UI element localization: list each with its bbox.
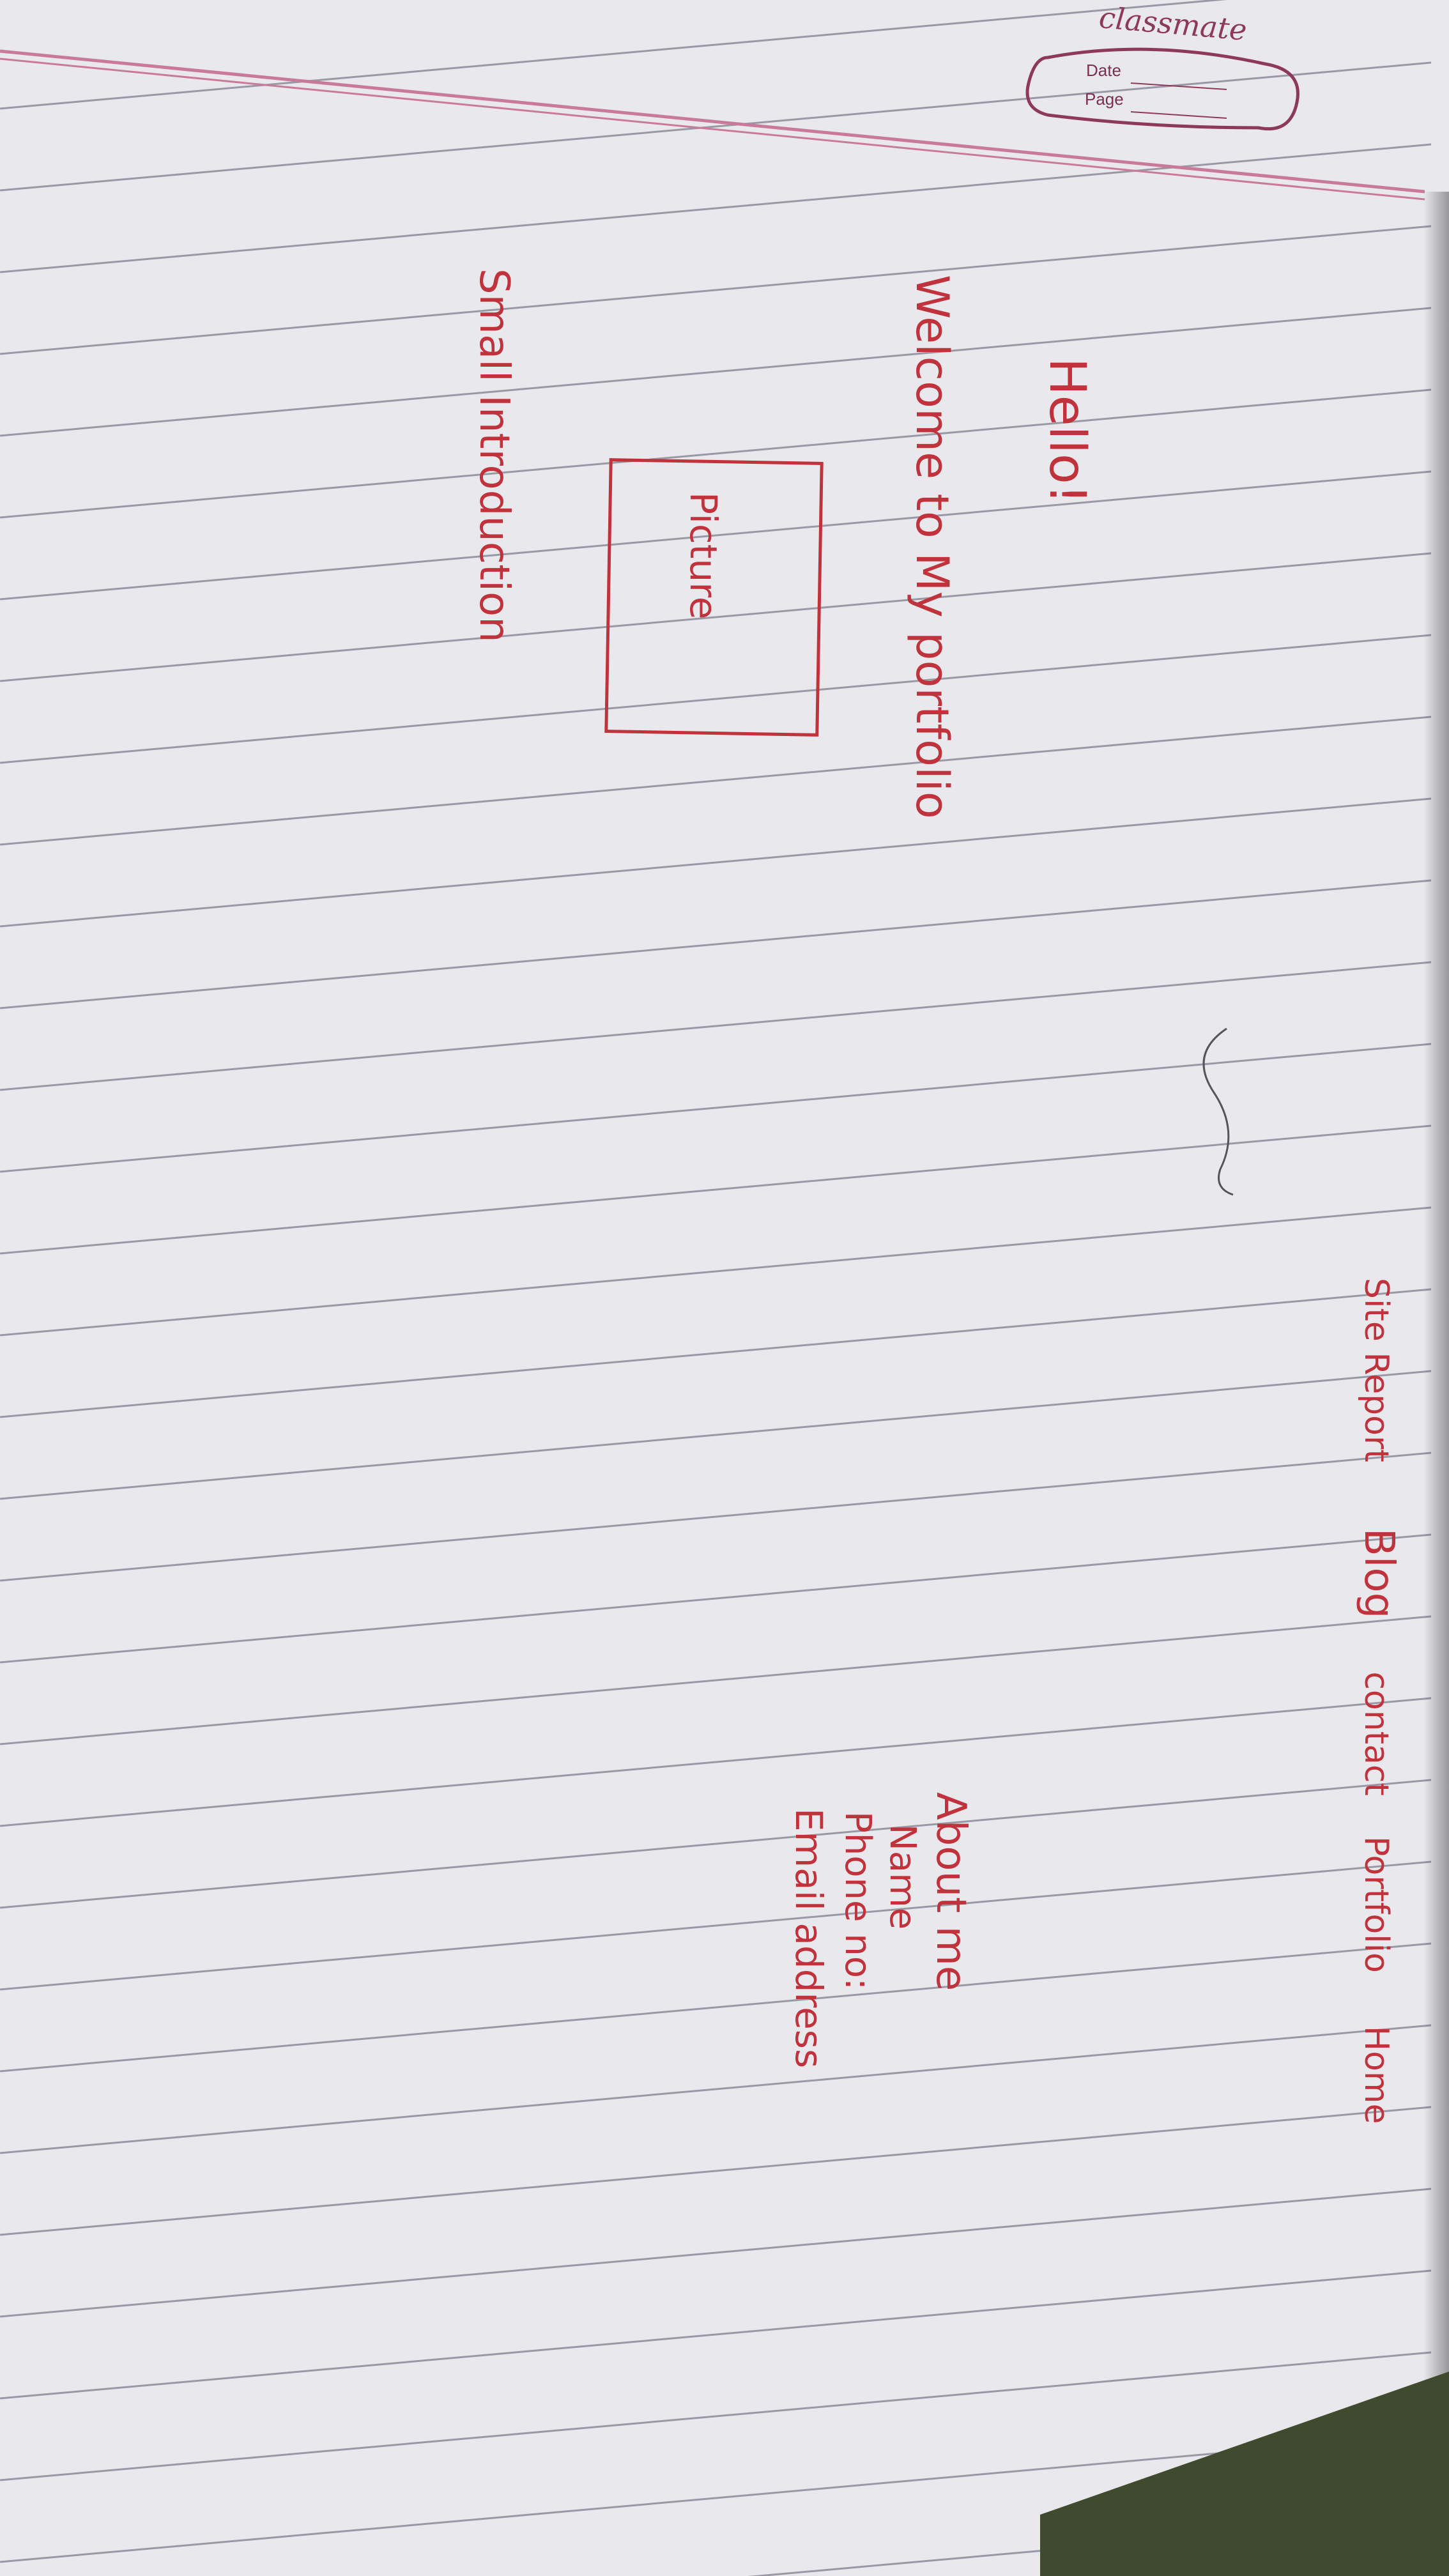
about-title: About me (927, 1792, 974, 1991)
ruled-line (0, 1616, 1431, 1744)
ruled-line (0, 226, 1431, 354)
ruled-line (0, 1208, 1431, 1335)
nav-bar (1355, 1278, 1402, 2124)
ruled-line (0, 1289, 1431, 1417)
ruled-line (0, 1862, 1431, 1989)
ruled-line (0, 1453, 1431, 1581)
page-label: Page (1085, 89, 1124, 109)
ruled-line (0, 1535, 1431, 1662)
ruled-line (0, 799, 1431, 926)
notebook-brand: classmate (1098, 0, 1248, 48)
ruled-line (0, 1943, 1431, 2071)
ruled-line (0, 2189, 1431, 2317)
nav-home: Home (1357, 2025, 1395, 2124)
about-email: Email address (787, 1808, 831, 2069)
ruled-line (0, 2025, 1431, 2153)
ruled-line (0, 2107, 1431, 2235)
ruled-line (0, 2271, 1431, 2398)
nav-contact: contact (1357, 1671, 1395, 1796)
ruled-line (0, 1780, 1431, 1908)
ruled-line (0, 308, 1431, 436)
ruled-line (0, 880, 1431, 1008)
about-phone: Phone no: (837, 1811, 878, 1990)
nav-blog: Blog (1355, 1528, 1402, 1619)
ruled-line (0, 717, 1431, 845)
about-name: Name (882, 1824, 923, 1930)
welcome-text: Welcome to My portfolio (906, 275, 958, 819)
hello-heading: Hello! (1038, 358, 1096, 504)
pencil-squiggle (1176, 1016, 1303, 1208)
nav-site-report: Site Report (1357, 1278, 1395, 1462)
nav-portfolio: Portfolio (1357, 1836, 1395, 1973)
page-edge-shadow (1423, 192, 1449, 2556)
ruled-line (0, 1371, 1431, 1499)
intro-text: Small Introduction (470, 268, 518, 643)
ruled-line (0, 144, 1431, 272)
picture-label: Picture (682, 492, 725, 620)
date-label: Date (1086, 61, 1121, 80)
date-scroll-frame (1022, 32, 1310, 147)
ruled-line (0, 1698, 1431, 1826)
